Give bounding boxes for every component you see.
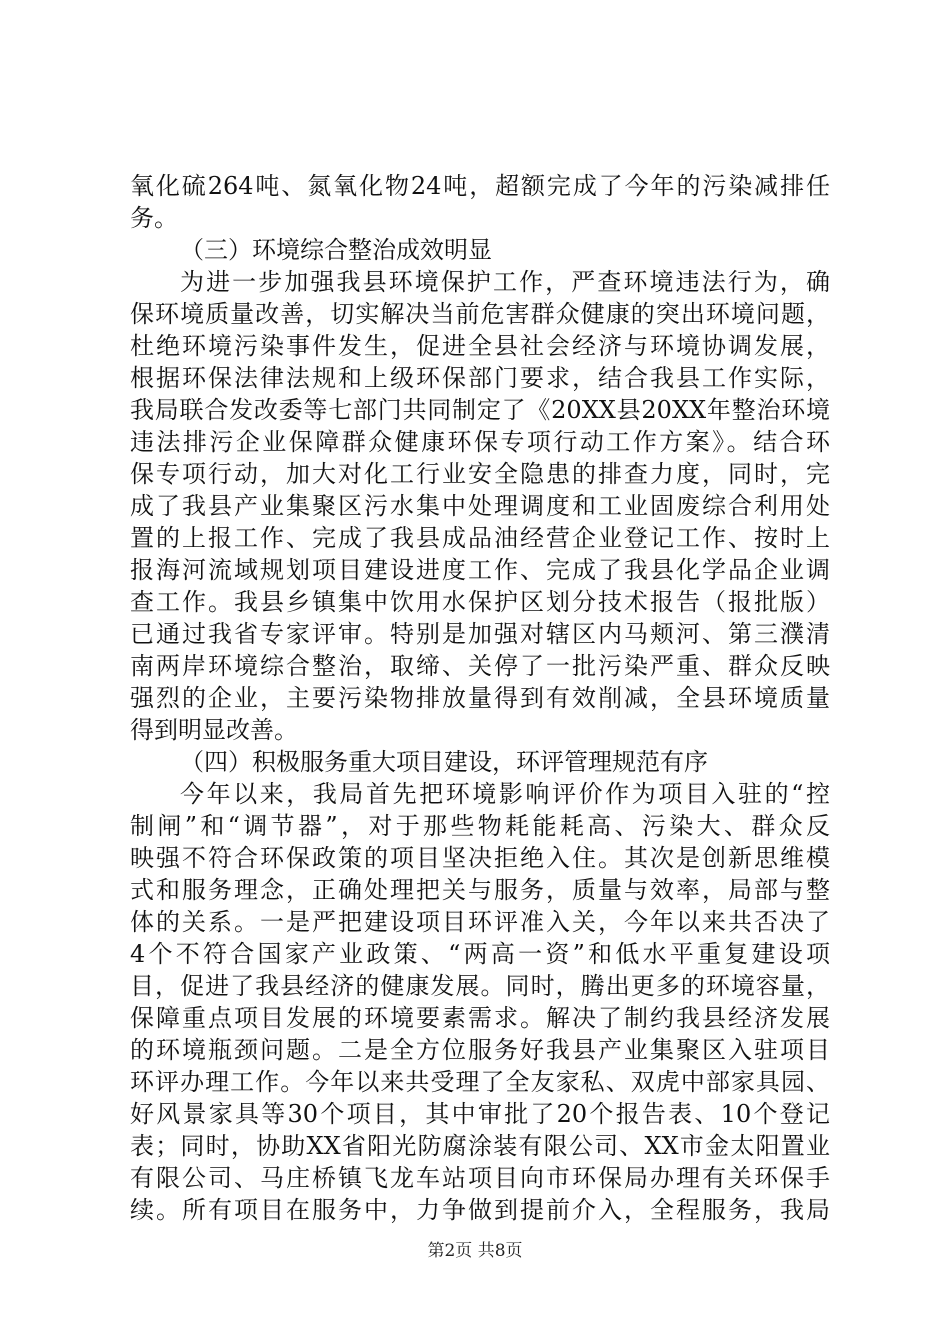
text-line: 报海河流域规划项目建设进度工作、完成了我县化学品企业调	[130, 556, 830, 584]
text-line: 有限公司、马庄桥镇飞龙车站项目向市环保局办理有关环保手	[130, 1164, 830, 1192]
text-line: 环评办理工作。今年以来共受理了全友家私、双虎中部家具园、	[130, 1068, 830, 1096]
text-line: 好风景家具等30个项目，其中审批了20个报告表、10个登记	[130, 1100, 830, 1128]
text-line: 制闸”和“调节器”，对于那些物耗能耗高、污染大、群众反	[130, 812, 830, 840]
text-line: 式和服务理念，正确处理把关与服务，质量与效率，局部与整	[130, 876, 830, 904]
text-line: 根据环保法律法规和上级环保部门要求，结合我县工作实际，	[130, 364, 830, 392]
text-line: 的环境瓶颈问题。二是全方位服务好我县产业集聚区入驻项目	[130, 1036, 830, 1064]
text-line: 保专项行动，加大对化工行业安全隐患的排查力度，同时，完	[130, 460, 830, 488]
text-line: 续。所有项目在服务中，力争做到提前介入，全程服务，我局	[130, 1196, 830, 1224]
text-line: 保障重点项目发展的环境要素需求。解决了制约我县经济发展	[130, 1004, 830, 1032]
text-line: 得到明显改善。	[130, 716, 298, 744]
text-line: 强烈的企业，主要污染物排放量得到有效削减，全县环境质量	[130, 684, 830, 712]
text-line: 4个不符合国家产业政策、“两高一资”和低水平重复建设项	[130, 940, 830, 968]
text-line: 已通过我省专家评审。特别是加强对辖区内马颊河、第三濮清	[130, 620, 830, 648]
text-line: 杜绝环境污染事件发生，促进全县社会经济与环境协调发展，	[130, 332, 830, 360]
text-line: 违法排污企业保障群众健康环保专项行动工作方案》。结合环	[130, 428, 830, 456]
text-line: 体的关系。一是严把建设项目环评准入关，今年以来共否决了	[130, 908, 830, 936]
section-heading: （四）积极服务重大项目建设，环评管理规范有序	[180, 748, 708, 776]
section-heading: （三）环境综合整治成效明显	[180, 236, 492, 264]
text-line: 南两岸环境综合整治，取缔、关停了一批污染严重、群众反映	[130, 652, 830, 680]
text-line: 氧化硫264吨、氮氧化物24吨，超额完成了今年的污染减排任	[130, 172, 830, 200]
text-line: 今年以来，我局首先把环境影响评价作为项目入驻的“控	[180, 780, 830, 808]
text-line: 成了我县产业集聚区污水集中处理调度和工业固废综合利用处	[130, 492, 830, 520]
text-line: 映强不符合环保政策的项目坚决拒绝入住。其次是创新思维模	[130, 844, 830, 872]
text-line: 务。	[130, 204, 178, 232]
text-line: 保环境质量改善，切实解决当前危害群众健康的突出环境问题，	[130, 300, 830, 328]
text-line: 目，促进了我县经济的健康发展。同时，腾出更多的环境容量，	[130, 972, 830, 1000]
text-line: 表；同时，协助XX省阳光防腐涂装有限公司、XX市金太阳置业	[130, 1132, 830, 1160]
text-line: 置的上报工作、完成了我县成品油经营企业登记工作、按时上	[130, 524, 830, 552]
page-footer: 第2页 共8页	[427, 1241, 523, 1261]
text-line: 为进一步加强我县环境保护工作，严查环境违法行为，确	[180, 268, 830, 296]
text-line: 查工作。我县乡镇集中饮用水保护区划分技术报告（报批版）	[130, 588, 830, 616]
text-line: 我局联合发改委等七部门共同制定了《20XX县20XX年整治环境	[130, 396, 830, 424]
